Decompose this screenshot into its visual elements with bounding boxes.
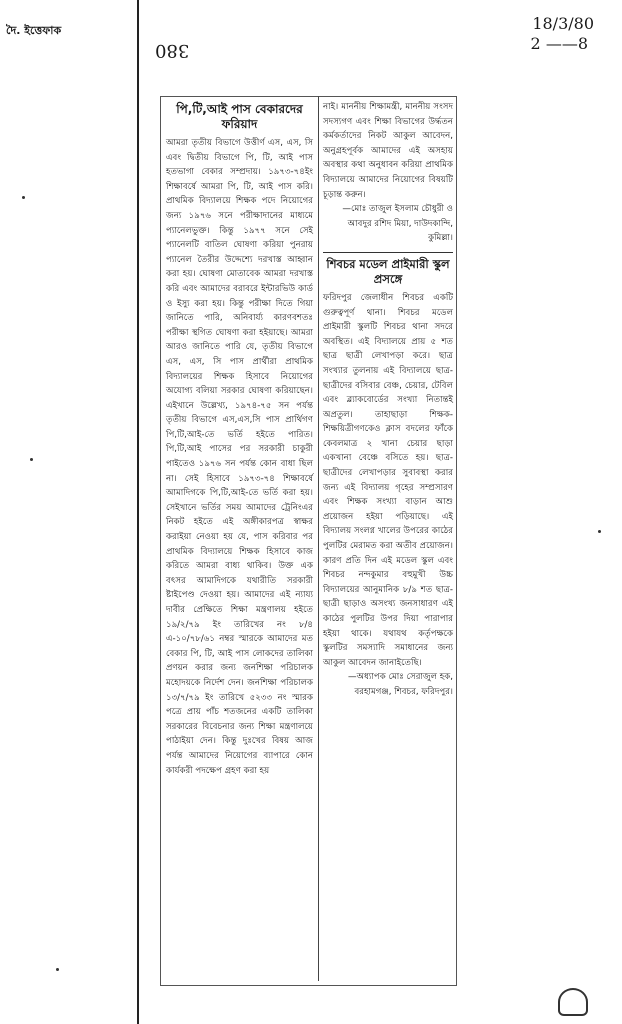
scan-speck xyxy=(22,196,25,199)
article2-body: ফরিদপুর জেলাধীন শিবচর একটি গুরুত্বপূর্ণ থানা। শিবচর মডেল প্রাইমারী স্কুলটি শিবচর থানা সদরে অবস্থিত। এই বিদ্যালয়ে প্রায় ৫ শত ছাত্র ছাত্রী লেখাপড়া করে। ছাত্র সংখ্যার তুলনায় এই বিদ্যালয়ে ছাত্র-ছাত্রীদের বসিবার বেঞ্চ, চেয়ার, টেবিল এবং ব্ল্যাকবোর্ডের সংখ্যা নিতান্তই অপ্রতুল। তাহাছাড়া শিক্ষক-শিক্ষয়িত্রীগণকেও ক্লাস বদলের ফাঁকে কেবলমাত্র ২ খানা চেয়ার ছাড়া একখানা বেঞ্চে বসিতে হয়। ছাত্র-ছাত্রীদের লেখাপড়ার সুবাবস্থা করার জন্য এই বিদ্যালয় গৃহের সম্প্রসারণ এবং শিক্ষক সংখ্যা বাড়ান আশু প্রয়োজন হইয়া পড়িয়াছে। এই বিদ্যালয় সংলগ্ন খালের উপরের কাঠের পুলটির মেরামত করা অতীব প্রয়োজন। কারণ প্রতি দিন এই মডেল স্কুল এবং শিবচর নন্দকুমার বহুমুখী উচ্চ বিদ্যালয়ের আনুমানিক ৮/৯ শত ছাত্র-ছাত্রী ছাড়াও অসংখ্য জনসাধারণ এই কাঠের পুলটির উপর দিয়া পারাপার হইয়া থাকে। যথাযথ কর্তৃপক্ষকে স্কুলটির সমস্যাদি সমাধানের জন্য আকুল আবেদন জানাইতেছি। xyxy=(323,292,453,668)
article1-continuation: নাই। মাননীয় শিক্ষামন্ত্রী, মাননীয় সংসদ সদস্যগণ এবং শিক্ষা বিভাগের উর্দ্ধতন কর্মকর্তাদের নিকট আকুল আবেদন, অনুগ্রহপূর্বক আমাদের এই অসহায় অবস্থার কথা অনুধাবন করিয়া প্রাথমিক বিদ্যালয়ে আমাদের নিয়োগের বিষয়টি চূড়ান্ত করুন। xyxy=(323,102,453,200)
article-right-column xyxy=(323,100,453,700)
scan-speck xyxy=(598,530,601,533)
article1-headline: পি,টি,আই পাস বেকারদের ফরিয়াদ xyxy=(176,102,303,131)
handwritten-annotation xyxy=(531,14,594,54)
handwritten-ref: 2 ——8 xyxy=(530,34,588,53)
page-number: 380 xyxy=(155,40,190,61)
scan-speck xyxy=(56,968,59,971)
article1-body: আমরা তৃতীয় বিভাগে উত্তীর্ণ এস, এস, সি এবং দ্বিতীয় বিভাগে পি, টি, আই পাস হতভাগা বেকার সম্প্রদায়। ১৯৭৩-৭৪ইং শিক্ষাবর্ষে আমরা পি, টি, আই পাস করি। প্রাথমিক বিদ্যালয়ে শিক্ষক পদে নিয়োগের জন্য ১৯৭৬ সনে পরীক্ষাদানের মাধ্যমে প্যানেলভুক্ত। কিন্তু ১৯৭৭ সনে সেই প্যানেলটি বাতিল ঘোষণা করিয়া পুনরায় প্যানেল তৈরীর উদ্দেশ্যে দরখাস্ত আহ্বান করা হয়। ঘোষণা মোতাবেক আমরা দরখাস্ত করি এবং আমাদের বরাবরে ইন্টারভিউ কার্ড ও ইস্যু করা হয়। কিন্তু পরীক্ষা দিতে গিয়া জানিতে পারি, অনিবার্য্য কারণবশতঃ পরীক্ষা স্থগিত ঘোষণা করা হইয়াছে। আমরা আরও জানিতে পারি যে, তৃতীয় বিভাগে এস, এস, সি পাস প্রার্থীরা প্রাথমিক বিদ্যালয়ের শিক্ষক হিসাবে নিয়োগের অযোগ্য বলিয়া সরকার ঘোষণা করিয়াছেন। এইখানে উল্লেখ্য, ১৯৭৪-৭৫ সন পর্যন্ত তৃতীয় বিভাগে এস,এস,সি পাস প্রার্থিগণ পি,টি,আই-তে ভর্তি হইতে পারিত। পি,টি,আই পাসের পর সরকারী চাকুরী পাইতেও ১৯৭৬ সন পর্যন্ত কোন বাধা ছিল না। সেই হিসাবে ১৯৭৩-৭৪ শিক্ষাবর্ষে আমাদিগকে পি,টি,আই-তে ভর্তি করা হয়। সেইখানে ভর্তির সময় আমাদের ট্রেনিংএর নিকট হইতে এই অঙ্গীকারপত্র স্বাক্ষর করাইয়া নেওয়া হয় যে, পাস করিবার পর প্রাথমিক বিদ্যালয়ে শিক্ষক হিসাবে কাজ করিতে আমরা বাধ্য থাকিব। উক্ত এক বৎসর আমাদিগকে যথারীতি সরকারী ষ্টাইপেণ্ড দেওয়া হয়। আমাদের এই ন্যায্য দাবীর প্রেক্ষিতে শিক্ষা মন্ত্রণালয় হইতে ১৯/২/৭৯ ইং তারিখের নং ৮/৪ এ-১০/৭৮/৬১ নম্বর স্মারকে আমাদের মত বেকার পি, টি, আই পাস লোকদের তালিকা প্রণয়ন করার জন্য জনশিক্ষা পরিচালক মহোদয়কে নির্দেশ দেন। জনশিক্ষা পরিচালক ১৩/৭/৭৯ ইং তারিখে ৫২৩৩ নং স্মারক পত্রে প্রায় পাঁচ শতজনের একটি তালিকা সরকারের বিবেচনার জন্য শিক্ষা মন্ত্রণালয়ে পাঠাইয়া দেন। কিন্তু দুঃখের বিষয় আজ পর্যন্ত আমাদের নিয়োগের ব্যাপারে কোন কার্যকরী পদক্ষেপ গ্রহণ করা হয় xyxy=(166,138,313,776)
article2-signature: —অধ্যাপক মোঃ সেরাজুল হক, বরহামগঞ্জ, শিবচর, ফরিদপুর। xyxy=(348,672,453,697)
handwritten-date: 18/3/80 xyxy=(532,14,594,33)
scan-speck xyxy=(30,458,33,461)
article-left-column xyxy=(166,100,313,778)
column-divider xyxy=(318,96,319,981)
scan-blot xyxy=(558,988,588,1016)
article1-signature: —মোঃ তাজুল ইসলাম চৌধুরী ও আবদুর রশিদ মিয়া, দাউদকান্দি, কুমিল্লা। xyxy=(342,204,453,244)
newspaper-name-label: দৈ. ইত্তেফাক xyxy=(6,24,62,37)
article2-headline: শিবচর মডেল প্রাইমারী স্কুল প্রসঙ্গে xyxy=(323,252,453,287)
margin-rule xyxy=(137,0,139,1024)
